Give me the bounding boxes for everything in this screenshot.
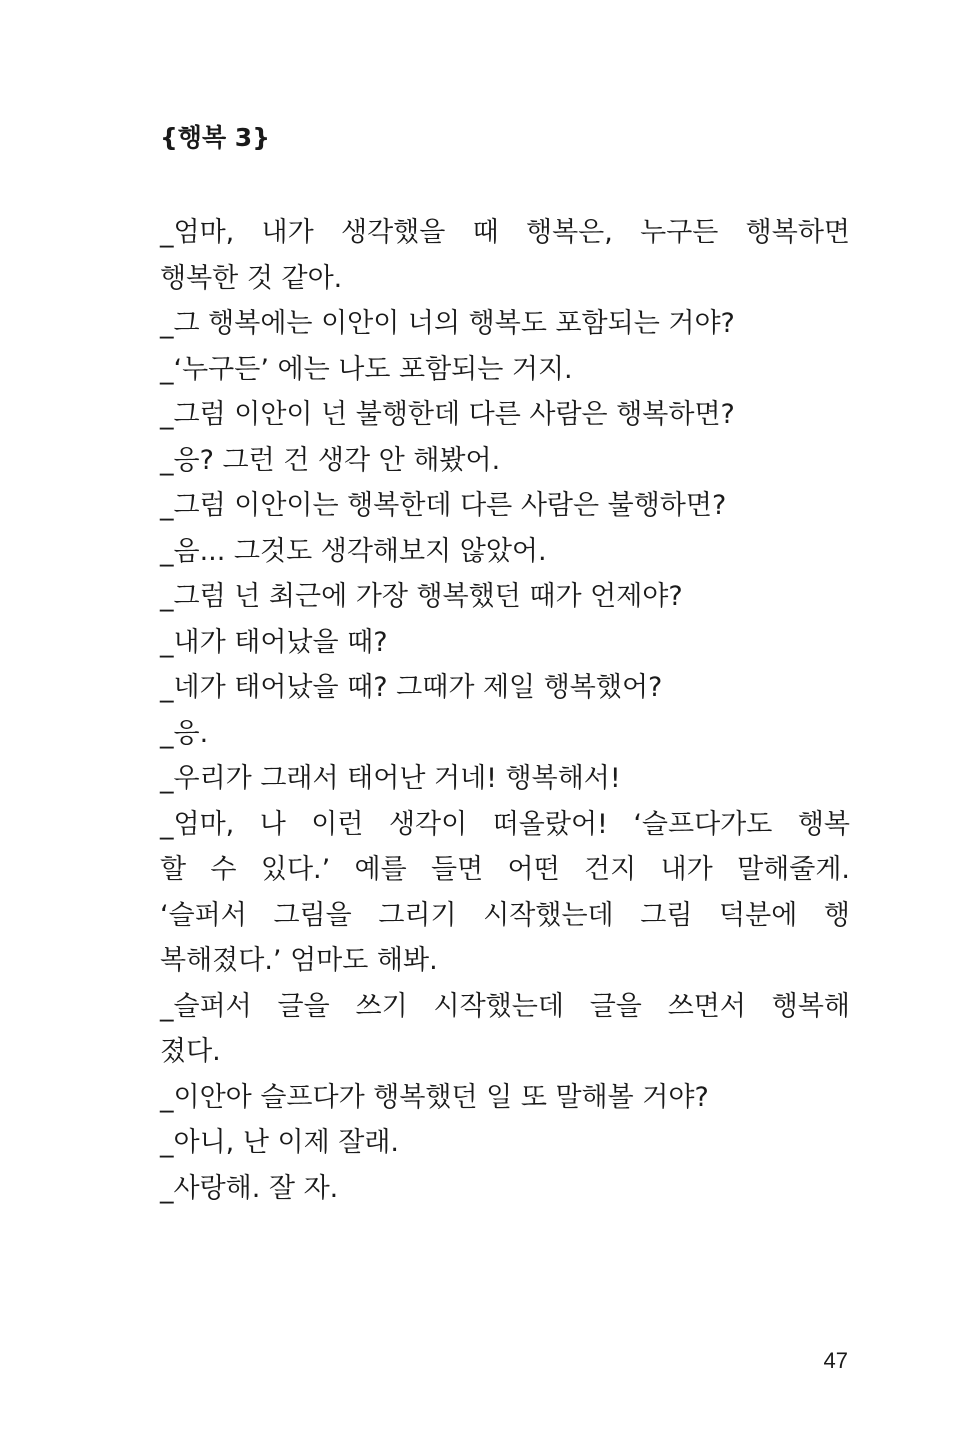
text-line: _응. (160, 717, 209, 749)
text-line: _그 행복에는 이안이 너의 행복도 포함되는 거야? (160, 308, 735, 339)
text-line: ‘슬퍼서 그림을 그리기 시작했는데 그림 덕분에 행 (160, 899, 850, 931)
text-line: 복해졌다.’ 엄마도 해봐. (160, 945, 438, 976)
text-line: _아니, 난 이제 잘래. (160, 1127, 399, 1158)
text-line: _그럼 이안이 넌 불행한데 다른 사람은 행복하면? (160, 399, 735, 430)
body-text (160, 210, 850, 1211)
text-line: _엄마, 내가 생각했을 때 행복은, 누구든 행복하면 (160, 217, 850, 248)
text-line: _음... 그것도 생각해보지 않았어. (160, 535, 547, 567)
text-line: _우리가 그래서 태어난 거네! 행복해서! (160, 763, 621, 794)
text-line: _그럼 넌 최근에 가장 행복했던 때가 언제야? (160, 581, 683, 612)
text-line: 행복한 것 같아. (160, 262, 343, 294)
text-line: _사랑해. 잘 자. (160, 1172, 339, 1204)
page-number: 47 (823, 1348, 848, 1373)
text-line: 할 수 있다.’ 예를 들면 어떤 건지 내가 말해줄게. (160, 854, 850, 885)
chapter-title: {행복 3} (160, 123, 270, 152)
text-line: _엄마, 나 이런 생각이 떠올랐어! ‘슬프다가도 행복 (160, 808, 850, 840)
text-line: _응? 그런 건 생각 안 해봤어. (160, 444, 501, 476)
text-line: _이안아 슬프다가 행복했던 일 또 말해볼 거야? (160, 1081, 709, 1113)
text-line: _네가 태어났을 때? 그때가 제일 행복했어? (160, 672, 663, 703)
text-line: _내가 태어났을 때? (160, 626, 388, 658)
text-line: _슬퍼서 글을 쓰기 시작했는데 글을 쓰면서 행복해 (160, 990, 850, 1022)
text-line: _그럼 이안이는 행복한데 다른 사람은 불행하면? (160, 490, 727, 521)
text-line: 졌다. (160, 1036, 221, 1067)
text-line: _‘누구든’ 에는 나도 포함되는 거지. (160, 353, 573, 385)
